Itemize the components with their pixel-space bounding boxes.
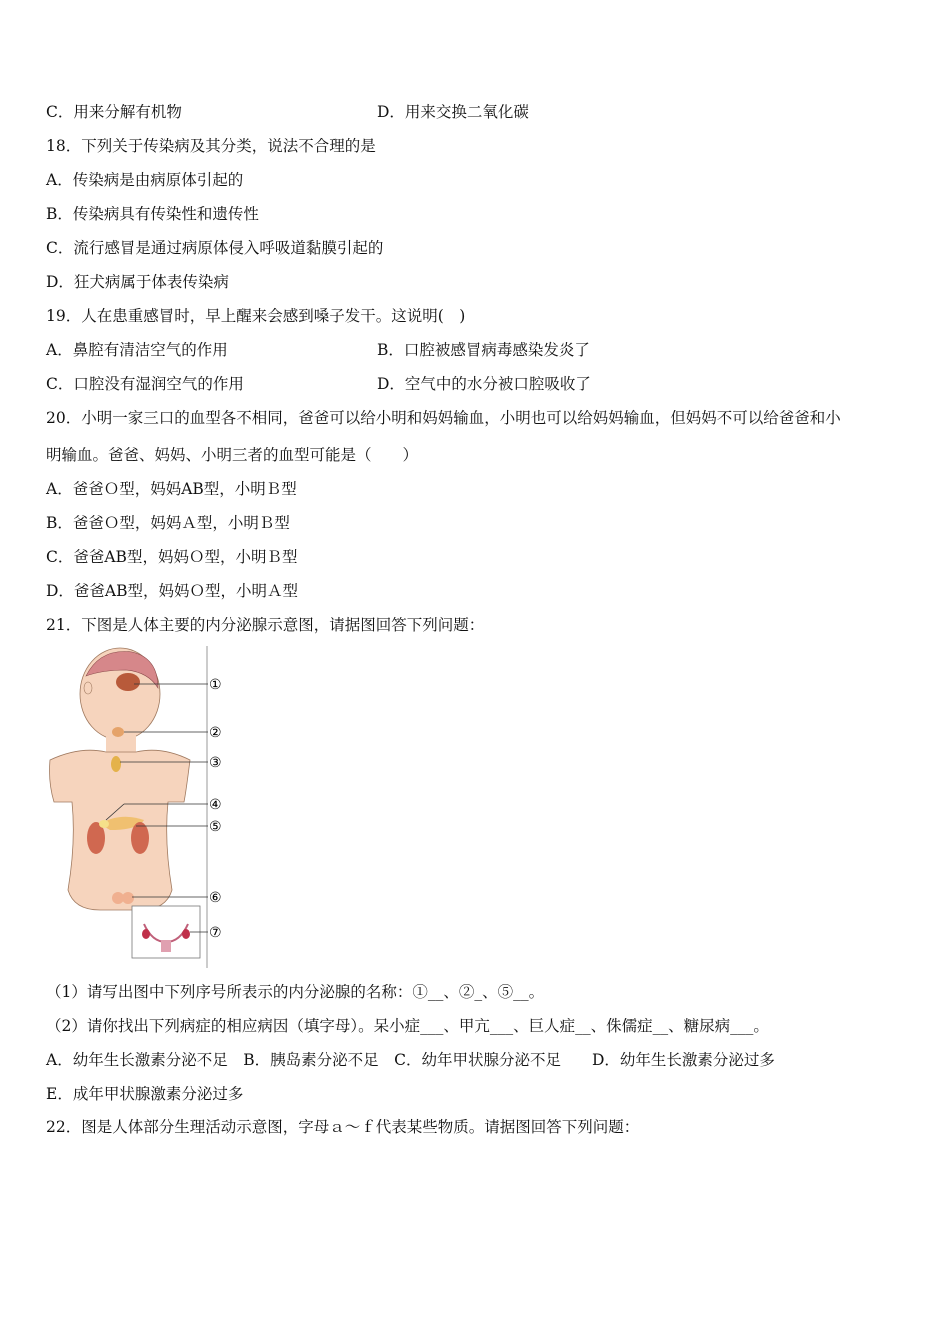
- q20-option-c: C．爸爸AB型，妈妈Ｏ型，小明Ｂ型: [46, 548, 298, 566]
- label-7: ⑦: [209, 925, 222, 941]
- pituitary-region: [116, 673, 140, 691]
- q21-subquestion-2: （2）请你找出下列病症的相应病因（填字母）。呆小症___、甲亢___、巨人症__、侏儒症__、糖尿病___。: [46, 1017, 769, 1035]
- q20-stem-line2: 明输血。爸爸、妈妈、小明三者的血型可能是（ ）: [46, 446, 419, 464]
- q21-subquestion-1: （1）请写出图中下列序号所表示的内分泌腺的名称：①__、②_、⑤__。: [46, 983, 545, 1001]
- label-4: ④: [209, 797, 222, 813]
- right-kidney-shape: [131, 822, 149, 854]
- torso-shape: [50, 750, 191, 910]
- q18-option-b: B．传染病具有传染性和遗传性: [46, 205, 259, 223]
- q17-option-c: C．用来分解有机物: [46, 103, 182, 121]
- q18-option-a: A．传染病是由病原体引起的: [46, 171, 244, 189]
- left-ovary-shape: [142, 929, 150, 939]
- q21-stem: 21．下图是人体主要的内分泌腺示意图，请据图回答下列问题：: [46, 616, 485, 634]
- q19-option-b: B．口腔被感冒病毒感染发炎了: [377, 341, 590, 359]
- q21-choices-line2: E．成年甲状腺激素分泌过多: [46, 1085, 244, 1103]
- q19-option-a: A．鼻腔有清洁空气的作用: [46, 341, 228, 359]
- q19-stem: 19．人在患重感冒时，早上醒来会感到嗓子发干。这说明( ): [46, 307, 466, 325]
- q20-option-b: B．爸爸Ｏ型，妈妈Ａ型，小明Ｂ型: [46, 514, 290, 532]
- q18-stem: 18．下列关于传染病及其分类，说法不合理的是: [46, 137, 376, 155]
- thyroid-shape: [112, 727, 124, 737]
- q20-option-d: D．爸爸AB型，妈妈Ｏ型，小明Ａ型: [46, 582, 299, 600]
- label-5: ⑤: [209, 819, 222, 835]
- q20-stem-line1: 20．小明一家三口的血型各不相同，爸爸可以给小明和妈妈输血，小明也可以给妈妈输血，但妈妈不可以给爸爸和小: [46, 409, 841, 427]
- endocrine-gland-diagram: [40, 642, 240, 972]
- label-2: ②: [209, 725, 222, 741]
- q18-option-d: D．狂犬病属于体表传染病: [46, 273, 229, 291]
- label-6: ⑥: [209, 890, 222, 906]
- q19-option-c: C．口腔没有湿润空气的作用: [46, 375, 244, 393]
- q20-option-a: A．爸爸Ｏ型，妈妈AB型，小明Ｂ型: [46, 480, 297, 498]
- label-1: ①: [209, 677, 222, 693]
- thymus-shape: [111, 756, 121, 772]
- q21-choices-line1: A．幼年生长激素分泌不足 B．胰岛素分泌不足 C．幼年甲状腺分泌不足 D．幼年生长激素分泌过多: [46, 1051, 775, 1069]
- right-ovary-shape: [182, 929, 190, 939]
- q22-stem: 22．图是人体部分生理活动示意图，字母ａ～ｆ代表某些物质。请据图回答下列问题：: [46, 1118, 640, 1136]
- label-3: ③: [209, 755, 222, 771]
- q18-option-c: C．流行感冒是通过病原体侵入呼吸道黏膜引起的: [46, 239, 384, 257]
- q19-option-d: D．空气中的水分被口腔吸收了: [377, 375, 591, 393]
- q17-option-d: D．用来交换二氧化碳: [377, 103, 529, 121]
- right-testis-shape: [122, 892, 134, 904]
- left-adrenal-shape: [99, 820, 109, 828]
